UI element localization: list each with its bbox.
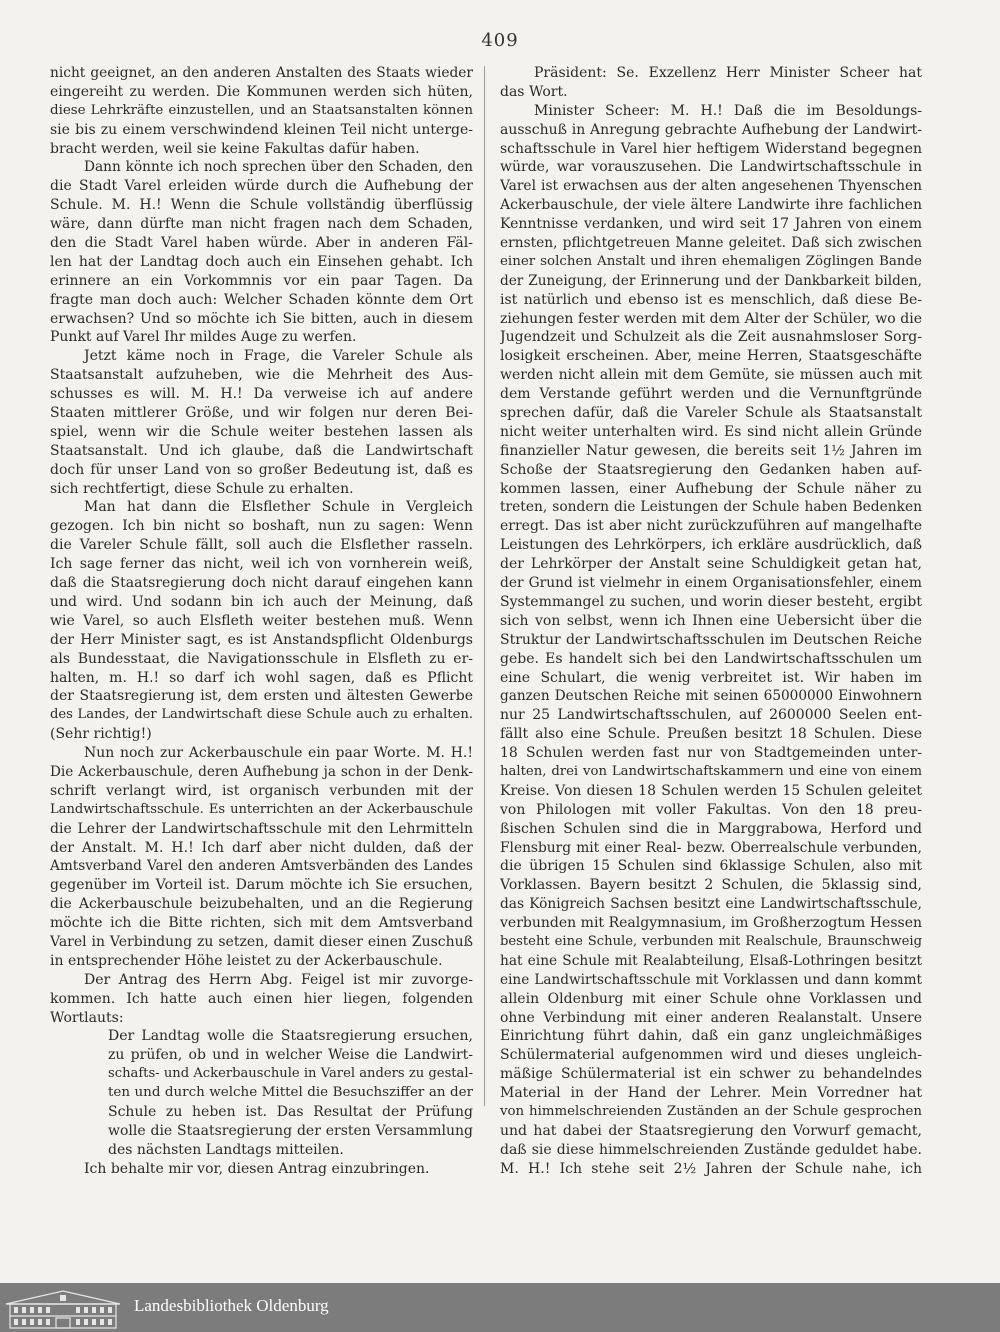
text-line: Die Ackerbauschule, deren Aufhebung ja schon in der Denk- <box>50 763 473 780</box>
text-line: möchte ich die Bitte richten, sich mit dem Amtsverband <box>50 915 473 932</box>
text-line: das Königreich Sachsen besitzt eine Landwirtschaftsschule, <box>500 896 922 913</box>
text-line: sich von selbst, wenn ich Ihnen eine Uebersicht über die <box>500 612 922 629</box>
text-line: des Landes, der Landwirtschaft diese Schule auch zu erhalten. <box>50 707 473 723</box>
text-line: Kenntnisse verdanken, und wird seit 17 Jahren von einem <box>500 216 922 233</box>
text-line: Wortlauts: <box>50 1009 124 1026</box>
text-line: Systemmangel zu suchen, und worin dieser besteht, ergibt <box>500 593 922 610</box>
text-line: als Bundesstaat, die Navigationsschule in Elsfleth zu er- <box>50 650 473 667</box>
text-line: sprechen dafür, daß die Vareler Schule als Staatsanstalt <box>500 405 922 422</box>
text-line: Material in der Hand der Lehrer. Mein Vorredner hat <box>500 1085 922 1102</box>
text-line: ßischen Schulen sind die in Marggrabowa, Herford und <box>500 820 922 837</box>
text-line: und wird. Und sodann bin ich auch der Meinung, daß <box>50 593 473 610</box>
text-line: Jetzt käme noch in Frage, die Vareler Schule als <box>84 348 473 365</box>
text-line: erregt. Das ist aber nicht zurückzuführen auf mangelhafte <box>500 518 922 535</box>
text-line: Punkt auf Varel Ihr mildes Auge zu werfen. <box>50 329 357 346</box>
text-line: Landwirtschaftsschule. Es unterrichten an der Ackerbauschule <box>50 801 473 817</box>
text-line: erinnere an ein Vorkommnis vor ein paar Tagen. Da <box>50 272 473 289</box>
text-line: sie bis zu einem verschwindend kleinen Teil nicht unterge- <box>50 121 473 138</box>
text-line: der Grund ist vielmehr in einem Organisationsfehler, einem <box>500 575 922 592</box>
text-line: losigkeit erscheinen. Aber, meine Herren, Staatsgeschäfte <box>500 348 922 365</box>
text-line: Dann könnte ich noch sprechen über den Schaden, den <box>84 159 473 176</box>
text-line: nicht geeignet, an den anderen Anstalten des Staats wieder <box>50 65 473 81</box>
text-line: von Philologen mit voller Fakultas. Von den 18 preu- <box>500 801 922 818</box>
right-text-column <box>500 64 922 1179</box>
text-line: den die Stadt Varel haben würde. Aber in anderen Fäl- <box>50 235 473 252</box>
text-line: Schule zu heben ist. Das Resultat der Prüfung <box>108 1103 473 1120</box>
text-line: halten, drei von Landwirtschaftskammern und eine von einem <box>500 763 922 779</box>
text-line: 18 Schulen werden fast nur von Stadtgemeinden unter- <box>500 745 922 762</box>
text-line: finanzieller Natur gewesen, die bereits seit 1½ Jahren im <box>500 442 922 459</box>
text-line: kommen lassen, einer Aufhebung der Schule näher zu <box>500 480 922 497</box>
text-line: Jugendzeit und Schulzeit als die Zeit ausnahmsloser Sorg- <box>500 329 922 346</box>
text-line: Schoße der Staatsregierung den Gedanken haben auf- <box>500 461 922 478</box>
text-line: M. H.! Ich stehe seit 2½ Jahren der Schule nahe, ich <box>500 1160 922 1177</box>
text-line: doch für unser Land von so großer Bedeutung ist, daß es <box>50 461 473 478</box>
text-line: der Lehrkörper der Anstalt seine Schuldigkeit getan hat, <box>500 556 922 573</box>
text-line: einer solchen Anstalt und ihren ehemaligen Zöglingen Bande <box>500 253 922 269</box>
text-line: die übrigen 15 Schulen sind 6klassige Schulen, also mit <box>500 858 922 875</box>
text-line: treten, sondern die Leistungen der Schule haben Bedenken <box>500 499 922 516</box>
text-line: Präsident: Se. Exzellenz Herr Minister Scheer hat <box>534 65 922 81</box>
text-line: Der Landtag wolle die Staatsregierung ersuchen, <box>108 1028 473 1045</box>
text-line: die Stadt Varel erleiden würde durch die Aufhebung der <box>50 178 473 195</box>
text-line: besteht eine Schule, verbunden mit Realschule, Braunschweig <box>500 933 922 949</box>
text-line: wolle die Staatsregierung der ersten Versammlung <box>108 1122 473 1139</box>
text-line: der Zuneigung, der Erinnerung und der Dankbarkeit bilden, <box>500 272 922 289</box>
text-line: erwachsen? Und so möchte ich Sie bitten, auch in diesem <box>50 310 473 327</box>
library-building-icon <box>0 1288 126 1330</box>
text-line: Varel in Verbindung zu setzen, damit dieser einen Zuschuß <box>50 933 473 950</box>
text-line: ten und durch welche Mittel die Besuchsziffer an der <box>108 1085 473 1101</box>
text-line: diese Lehrkräfte einzustellen, und an Staatsanstalten können <box>50 102 473 118</box>
text-line: bracht werden, weil sie keine Fakultas dafür haben. <box>50 140 420 157</box>
text-line: (Sehr richtig!) <box>50 726 152 743</box>
text-line: die Vareler Schule fällt, soll auch die Elsflether rasseln. <box>50 537 473 554</box>
left-text-column <box>50 64 473 1179</box>
text-line: würde, war vorauszusehen. Die Landwirtschaftsschule in <box>500 159 922 176</box>
text-line: daß die Staatsregierung doch nicht darauf eingehen kann <box>50 575 473 592</box>
text-line: Flensburg mit einer Real- bezw. Oberrealschule verbunden, <box>500 839 922 856</box>
text-line: Ackerbauschule, der viele ältere Landwirte ihre fachlichen <box>500 197 922 214</box>
text-line: spiel, wenn wir die Schule weiter bestehen lassen als <box>50 423 473 440</box>
text-line: halten, m. H.! so darf ich wohl sagen, daß es Pflicht <box>50 669 473 686</box>
text-line: Minister Scheer: M. H.! Daß die im Besoldungs- <box>534 102 922 119</box>
text-line: Man hat dann die Elsflether Schule in Vergleich <box>84 499 473 516</box>
text-line: daß sie diese himmelschreienden Zustände geduldet habe. <box>500 1141 922 1158</box>
text-line: eine Landwirtschaftsschule mit Vorklassen und dann kommt <box>500 971 922 988</box>
text-line: eine Schulart, die wenig verbreitet ist. Wir haben im <box>500 669 922 686</box>
text-line: Kreise. Von diesen 18 Schulen werden 15 Schulen geleitet <box>500 782 922 799</box>
text-line: schaftsschule in Varel hier heftigem Widerstand begegnen <box>500 140 922 157</box>
text-line: Amtsverband Varel den anderen Amtsverbänden des Landes <box>50 858 473 875</box>
text-line: nicht weiter unterhalten wird. Es sind nicht allein Gründe <box>500 423 922 440</box>
text-line: eingereiht zu werden. Die Kommunen werden sich hüten, <box>50 83 473 100</box>
text-line: Staaten mittlerer Größe, und wir folgen nur deren Bei- <box>50 405 473 422</box>
text-line: Varel ist erwachsen aus der alten angesehenen Thyenschen <box>500 178 922 195</box>
text-line: Leistungen des Lehrkörpers, ich erkläre ausdrücklich, daß <box>500 537 922 554</box>
text-line: das Wort. <box>500 83 568 100</box>
text-line: schrift verlangt wird, ist organisch verbunden mit der <box>50 782 473 799</box>
text-line: gegenüber im Vorteil ist. Darum möchte ich Sie ersuchen, <box>50 877 473 894</box>
text-line: in entsprechender Höhe leistet zu der Ackerbauschule. <box>50 952 443 969</box>
text-line: fragte man doch auch: Welcher Schaden könnte dem Ort <box>50 291 473 308</box>
text-line: Ich sage ferner das nicht, weil ich von vornherein weiß, <box>50 556 473 573</box>
text-line: dem Verstande geführt werden und die Vernunftgründe <box>500 386 922 403</box>
text-line: Struktur der Landwirtschaftsschulen im Deutschen Reiche <box>500 631 922 648</box>
text-line: werden nicht allein mit dem Gemüte, sie müssen auch mit <box>500 367 922 384</box>
text-line: ernsten, pflichtgetreuen Manne geleitet. Daß sich zwischen <box>500 235 922 252</box>
text-line: schafts- und Ackerbauschule in Varel anders zu gestal- <box>108 1066 473 1082</box>
text-line: ist natürlich und ebenso ist es menschlich, daß diese Be- <box>500 291 922 308</box>
text-line: wäre, dann dürfte man nicht fragen nach dem Schaden, <box>50 216 473 233</box>
text-line: hat eine Schule mit Realabteilung, Elsaß-Lothringen besitzt <box>500 952 922 969</box>
text-line: mäßige Schülermaterial ist ein schwer zu behandelndes <box>500 1066 922 1083</box>
text-line: nur 25 Landwirtschaftsschulen, auf 2600000 Seelen ent- <box>500 707 922 724</box>
text-line: verbunden mit Realgymnasium, im Großherzogtum Hessen <box>500 915 922 932</box>
text-line: die Lehrer der Landwirtschaftsschule mit den Lehrmitteln <box>50 820 473 837</box>
text-line: ohne Verbindung mit einer anderen Realanstalt. Unsere <box>500 1009 922 1026</box>
text-line: kommen. Ich hatte auch einen hier liegen, folgenden <box>50 990 473 1007</box>
footer-bar <box>0 1283 1000 1332</box>
library-name: Landesbibliothek Oldenburg <box>134 1296 329 1315</box>
text-line: Der Antrag des Herrn Abg. Feigel ist mir zuvorge- <box>84 971 473 988</box>
text-line: der Staatsregierung ist, dem ersten und ältesten Gewerbe <box>50 688 473 705</box>
text-line: fällt also eine Schule. Preußen besitzt 18 Schulen. Diese <box>500 726 922 743</box>
text-line: von himmelschreienden Zuständen an der Schule gesprochen <box>500 1103 922 1119</box>
text-line: Einrichtung führt dahin, daß ein ganz ungleichmäßiges <box>500 1028 922 1045</box>
text-line: Schule. M. H.! Wenn die Schule vollständig überflüssig <box>50 197 473 214</box>
text-line: Nun noch zur Ackerbauschule ein paar Worte. M. H.! <box>84 745 473 762</box>
text-line: des nächsten Landtags mitteilen. <box>108 1141 344 1158</box>
text-line: Vorklassen. Bayern besitzt 2 Schulen, die 5klassig sind, <box>500 877 922 894</box>
text-line: ziehungen fester werden mit dem Alter der Schüler, wo die <box>500 310 922 327</box>
text-line: schusses es will. M. H.! Da verweise ich auf andere <box>50 386 473 403</box>
text-line: Staatsanstalt aufzuheben, wie die Mehrheit des Aus- <box>50 367 473 384</box>
text-line: allein Oldenburg mit einer Schule ohne Vorklassen und <box>500 990 922 1007</box>
text-line: gebe. Es handelt sich bei den Landwirtschaftsschulen um <box>500 650 922 667</box>
text-line: wie Varel, so auch Elsfleth weiter bestehen muß. Wenn <box>50 612 473 629</box>
text-line: zu prüfen, ob und in welcher Weise die Landwirt- <box>108 1047 473 1064</box>
page-number: 409 <box>481 30 519 51</box>
text-line: Staatsanstalt. Und ich glaube, daß die Landwirtschaft <box>50 442 473 459</box>
text-line: Ich behalte mir vor, diesen Antrag einzubringen. <box>84 1160 430 1177</box>
text-line: der Herr Minister sagt, es ist Anstandspflicht Oldenburgs <box>50 631 473 648</box>
text-line: len hat der Landtag doch auch ein Einsehen gehabt. Ich <box>50 253 473 270</box>
text-line: ganzen Deutschen Reiche mit seinen 65000000 Einwohnern <box>500 688 922 705</box>
text-line: und hat dabei der Staatsregierung den Vorwurf gemacht, <box>500 1122 922 1139</box>
text-line: die Ackerbauschule beizubehalten, und an die Regierung <box>50 896 473 913</box>
text-line: ausschuß in Anregung gebrachte Aufhebung der Landwirt- <box>500 121 922 138</box>
column-divider <box>484 66 485 1106</box>
text-line: der Anstalt. M. H.! Ich darf aber nicht dulden, daß der <box>50 839 473 856</box>
text-line: gezogen. Ich bin nicht so boshaft, nun zu sagen: Wenn <box>50 518 473 535</box>
text-line: Schülermaterial aufgenommen wird und dieses ungleich- <box>500 1047 922 1064</box>
text-line: sich rechtfertigt, diese Schule zu erhalten. <box>50 480 354 497</box>
